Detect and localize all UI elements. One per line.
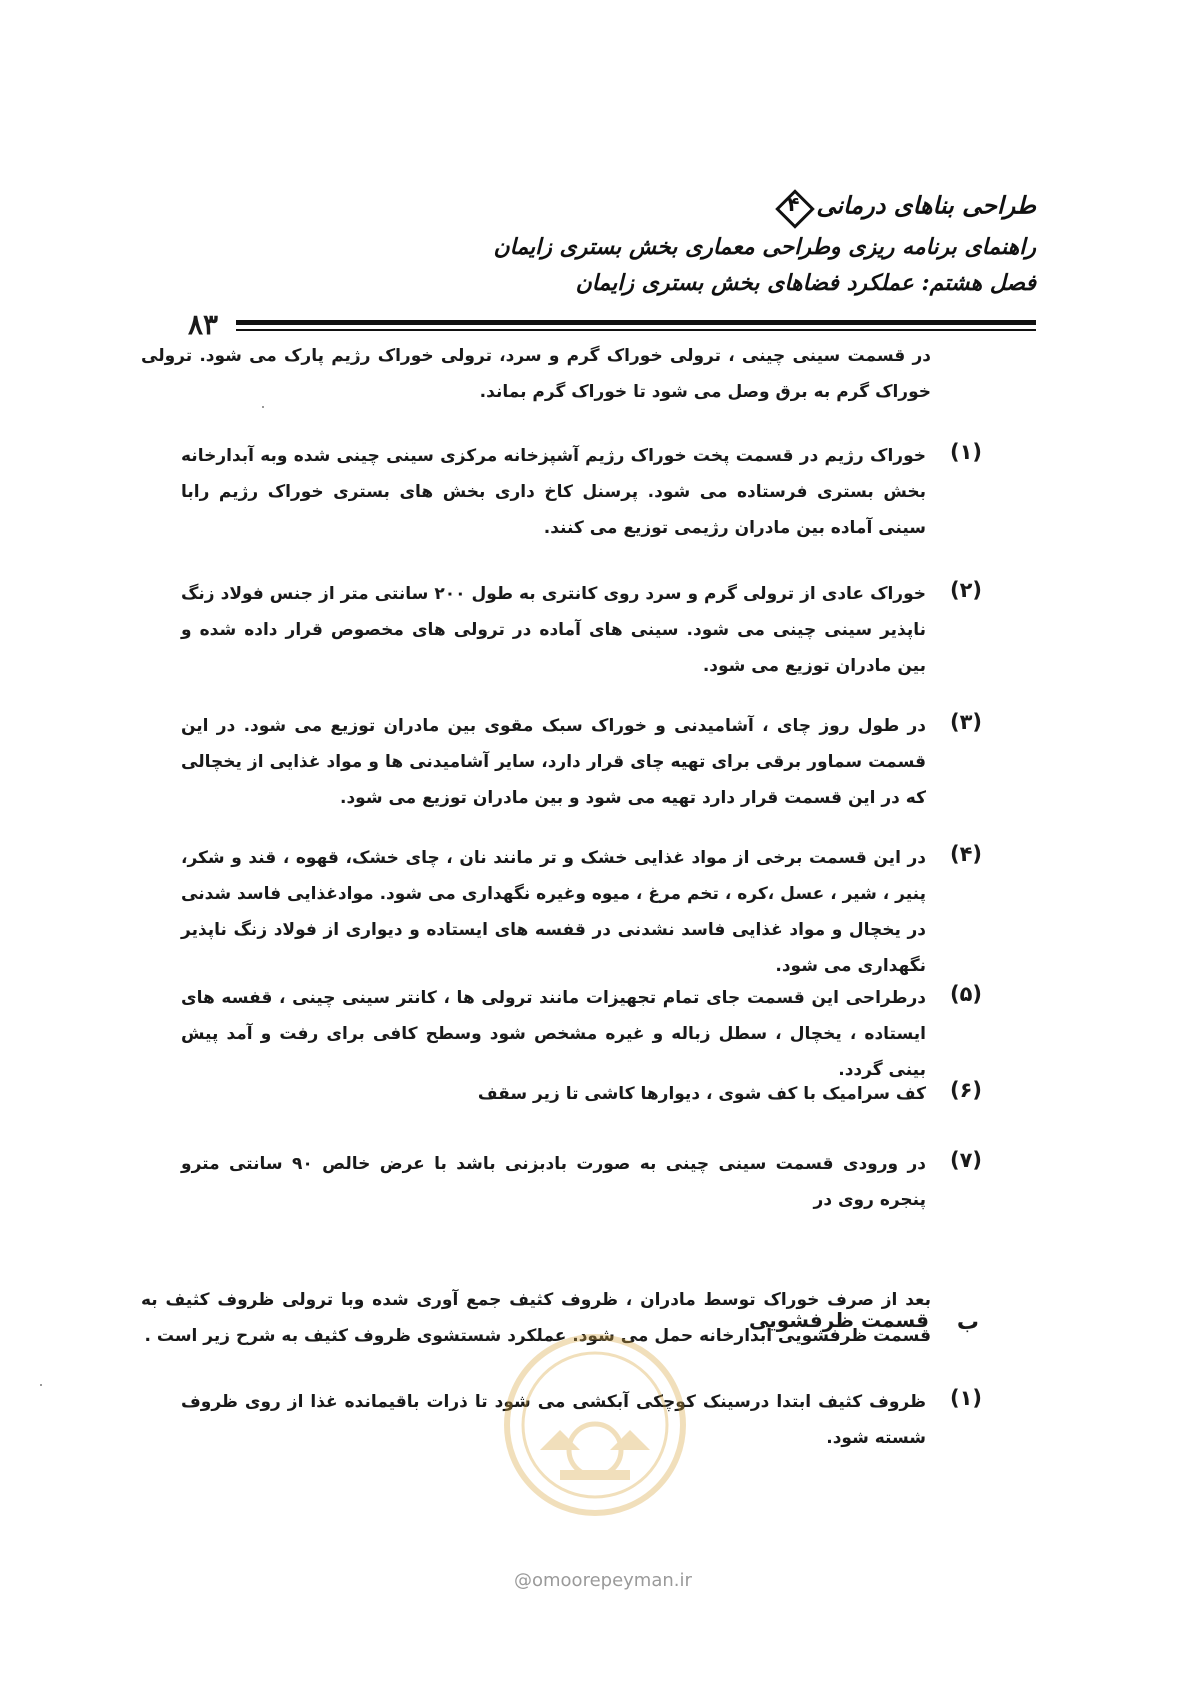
item-number: (۱) xyxy=(949,1386,983,1410)
volume-badge-icon xyxy=(776,190,810,224)
intro-paragraph: در قسمت سینی چینی ، ترولی خوراک گرم و سرد، ترولی خوراک رژیم پارک می شود. ترولی خوراک گرم به برق وصل می شود تا خوراک گرم بماند. xyxy=(141,346,931,402)
list-item: خوراک رژیم در قسمت پخت خوراک رژیم آشپزخانه مرکزی سینی چینی شده وبه آبدارخانه بخش بستری فرستاده می شود. پرسنل کاخ داری بخش های بستری خوراک رژیم رابا سینی آماده بین مادران رژیمی توزیع می کنند. xyxy=(181,446,926,538)
header-rule xyxy=(236,320,1036,325)
list-item: کف سرامیک با کف شوی ، دیوارها کاشی تا زیر سقف xyxy=(477,1084,926,1104)
volume-number: ۴ xyxy=(787,192,800,216)
section-intro-paragraph: بعد از صرف خوراک توسط مادران ، ظروف کثیف جمع آوری شده وبا ترولی ظروف کثیف به قسمت ظرفشویی آبدارخانه حمل می شود. عملکرد شستشوی ظروف کثیف به شرح زیر است . xyxy=(141,1290,931,1346)
item-number: (۳) xyxy=(949,710,983,734)
list-item: ظروف کثیف ابتدا درسینک کوچکی آبکشی می شود تا ذرات باقیمانده غذا از روی ظروف شسته شود. xyxy=(181,1392,926,1448)
book-title xyxy=(416,190,1036,224)
item-number: (۱) xyxy=(949,440,983,464)
list-item: خوراک عادی از ترولی گرم و سرد روی کانتری به طول ۲۰۰ سانتی متر از جنس فولاد زنگ ناپذیر سینی چینی می شود. سینی های آماده در ترولی های مخصوص قرار داده شده و بین مادران توزیع می شود. xyxy=(181,584,926,676)
book-subtitle: راهنمای برنامه ریزی وطراحی معماری بخش بستری زایمان xyxy=(493,234,1036,260)
list-item: درطراحی این قسمت جای تمام تجهیزات مانند ترولی ها ، کانتر سینی چینی ، قفسه های ایستاده ، یخچال ، سطل زباله و غیره مشخص شود وسطح کافی برای رفت و آمد پیش بینی گردد. xyxy=(181,988,926,1080)
item-number: (۵) xyxy=(949,982,983,1006)
list-item: در طول روز چای ، آشامیدنی و خوراک سبک مقوی بین مادران توزیع می شود. در این قسمت سماور برقی برای تهیه چای قرار دارد، سایر آشامیدنی ها و مواد غذایی از یخچالی که در این قسمت قرار دارد تهیه می شود و بین مادران توزیع می شود. xyxy=(181,716,926,808)
watermark-site: @omoorepeyman.ir xyxy=(514,1570,692,1591)
item-number: (۲) xyxy=(949,578,983,602)
book-title-text: طراحی بناهای درمانی xyxy=(816,190,1036,220)
list-item: در این قسمت برخی از مواد غذایی خشک و تر مانند نان ، چای خشک، قهوه ، قند و شکر، پنیر ، شیر ، عسل ،کره ، تخم مرغ ، میوه وغیره نگهداری می شود. موادغذایی فاسد شدنی در یخچال و مواد غذایی فاسد نشدنی در قفسه های ایستاده و دیواری از فولاد زنگ ناپذیر نگهداری می شود. xyxy=(181,848,926,976)
section-title: قسمت ظرفشویی xyxy=(749,1308,929,1332)
list-item: در ورودی قسمت سینی چینی به صورت بادبزنی باشد با عرض خالص ۹۰ سانتی مترو پنجره روی در xyxy=(181,1154,926,1210)
item-number: (۷) xyxy=(949,1148,983,1172)
section-letter: ب xyxy=(956,1310,979,1335)
item-number: (۶) xyxy=(949,1078,983,1102)
page-number: ۸۳ xyxy=(188,308,219,341)
chapter-title: فصل هشتم: عملکرد فضاهای بخش بستری زایمان xyxy=(575,270,1036,296)
header-rule-thin xyxy=(236,329,1036,331)
item-number: (۴) xyxy=(949,842,983,866)
watermark-seal-icon xyxy=(500,1330,690,1520)
